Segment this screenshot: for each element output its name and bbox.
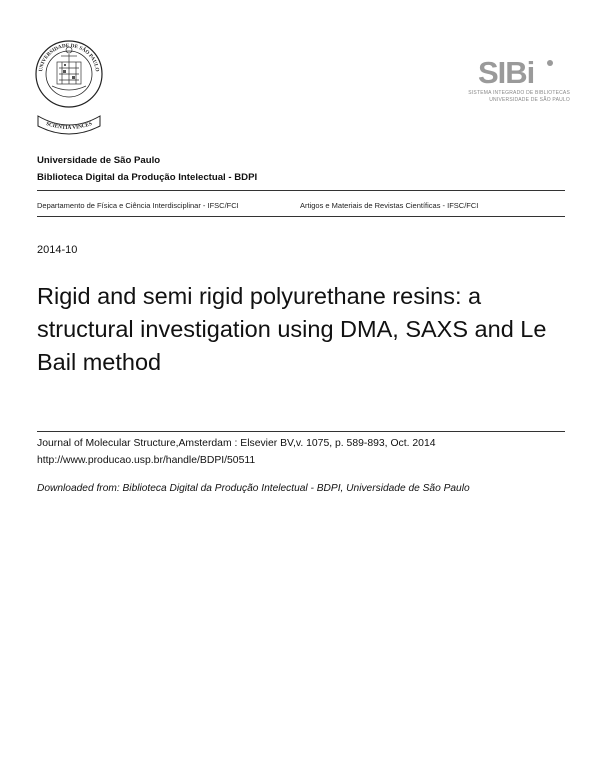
divider-middle — [37, 216, 565, 217]
publication-date: 2014-10 — [37, 244, 78, 256]
sibi-dot-icon — [547, 60, 553, 66]
usp-seal-logo — [34, 36, 104, 144]
department-label: Departamento de Física e Ciência Interdisciplinar - IFSC/FCI — [37, 201, 239, 210]
sibi-wordmark: SIBi — [478, 55, 535, 90]
divider-bottom — [37, 431, 565, 432]
seal-motto: SCIENTIA VINCES — [45, 120, 93, 132]
handle-url-link[interactable]: http://www.producao.usp.br/handle/BDPI/50511 — [37, 455, 256, 466]
seal-ring-text: UNIVERSIDADE DE SÃO PAULO — [38, 42, 100, 73]
journal-citation: Journal of Molecular Structure,Amsterdam : Elsevier BV,v. 1075, p. 589-893, Oct. 2014 — [37, 438, 436, 449]
sibi-subtitle-line2: UNIVERSIDADE DE SÃO PAULO — [489, 97, 570, 103]
collection-label: Artigos e Materiais de Revistas Científicas - IFSC/FCI — [300, 201, 479, 210]
university-name: Universidade de São Paulo — [37, 155, 161, 166]
sibi-subtitle-line1: SISTEMA INTEGRADO DE BIBLIOTECAS — [468, 90, 570, 96]
sibi-logo — [466, 56, 570, 108]
library-name: Biblioteca Digital da Produção Intelectual - BDPI — [37, 172, 258, 183]
divider-top — [37, 190, 565, 191]
document-title: Rigid and semi rigid polyurethane resins: a structural investigation using DMA, SAXS and Le Bail method — [37, 283, 547, 375]
downloaded-from-note: Downloaded from: Biblioteca Digital da Produção Intelectual - BDPI, Universidade de São Paulo — [37, 483, 470, 494]
